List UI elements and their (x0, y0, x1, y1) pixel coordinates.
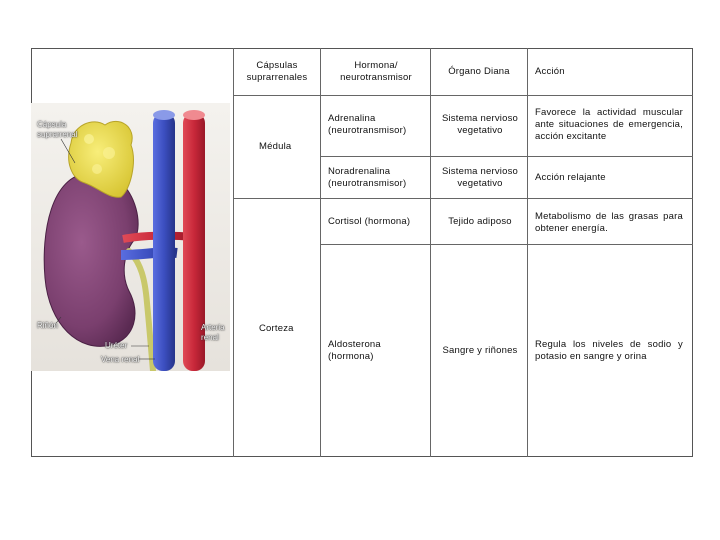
header-organo: Órgano Diana (448, 66, 510, 77)
row-divider (233, 198, 693, 199)
row-3-accion: Metabolismo de las grasas para obtener energía. (535, 211, 683, 234)
row-4-accion: Regula los niveles de sodio y potasio en sangre y orina (535, 339, 683, 362)
label-vena-renal: Vena renal (101, 355, 140, 364)
header-accion: Acción (535, 66, 565, 77)
label-rinon: Riñón (37, 321, 58, 330)
column-divider (320, 48, 321, 457)
row-divider (320, 156, 693, 157)
row-divider (320, 244, 693, 245)
row-4-organo: Sangre y riñones (442, 345, 518, 356)
row-2-organo: Sistema nervioso vegetativo (441, 166, 519, 189)
row-4-hormona: Aldosterona (hormona) (328, 339, 381, 362)
label-arteria-renal: Arteria renal (201, 323, 225, 342)
label-ureter: Uréter (105, 341, 128, 350)
row-3-hormona: Cortisol (hormona) (328, 216, 411, 227)
row-1-accion: Favorece la actividad muscular ante situaciones de emergencia, acción excitante (535, 107, 683, 142)
section-corteza: Corteza (259, 323, 294, 334)
column-divider (527, 48, 528, 457)
kidney-illustration (31, 103, 230, 371)
row-divider (233, 95, 693, 96)
label-capsula-suprarrenal: Cápsula suprarrenal (37, 120, 78, 139)
section-medula: Médula (259, 141, 292, 152)
column-divider (233, 48, 234, 457)
row-1-organo: Sistema nervioso vegetativo (441, 113, 519, 136)
header-capsulas: Cápsulas suprarrenales (246, 60, 308, 83)
row-3-organo: Tejido adiposo (448, 216, 512, 227)
header-hormona: Hormona/ neurotransmisor (340, 60, 412, 83)
row-2-hormona: Noradrenalina (neurotransmisor) (328, 166, 407, 189)
row-2-accion: Acción relajante (535, 172, 606, 183)
column-divider (430, 48, 431, 457)
row-1-hormona: Adrenalina (neurotransmisor) (328, 113, 407, 136)
